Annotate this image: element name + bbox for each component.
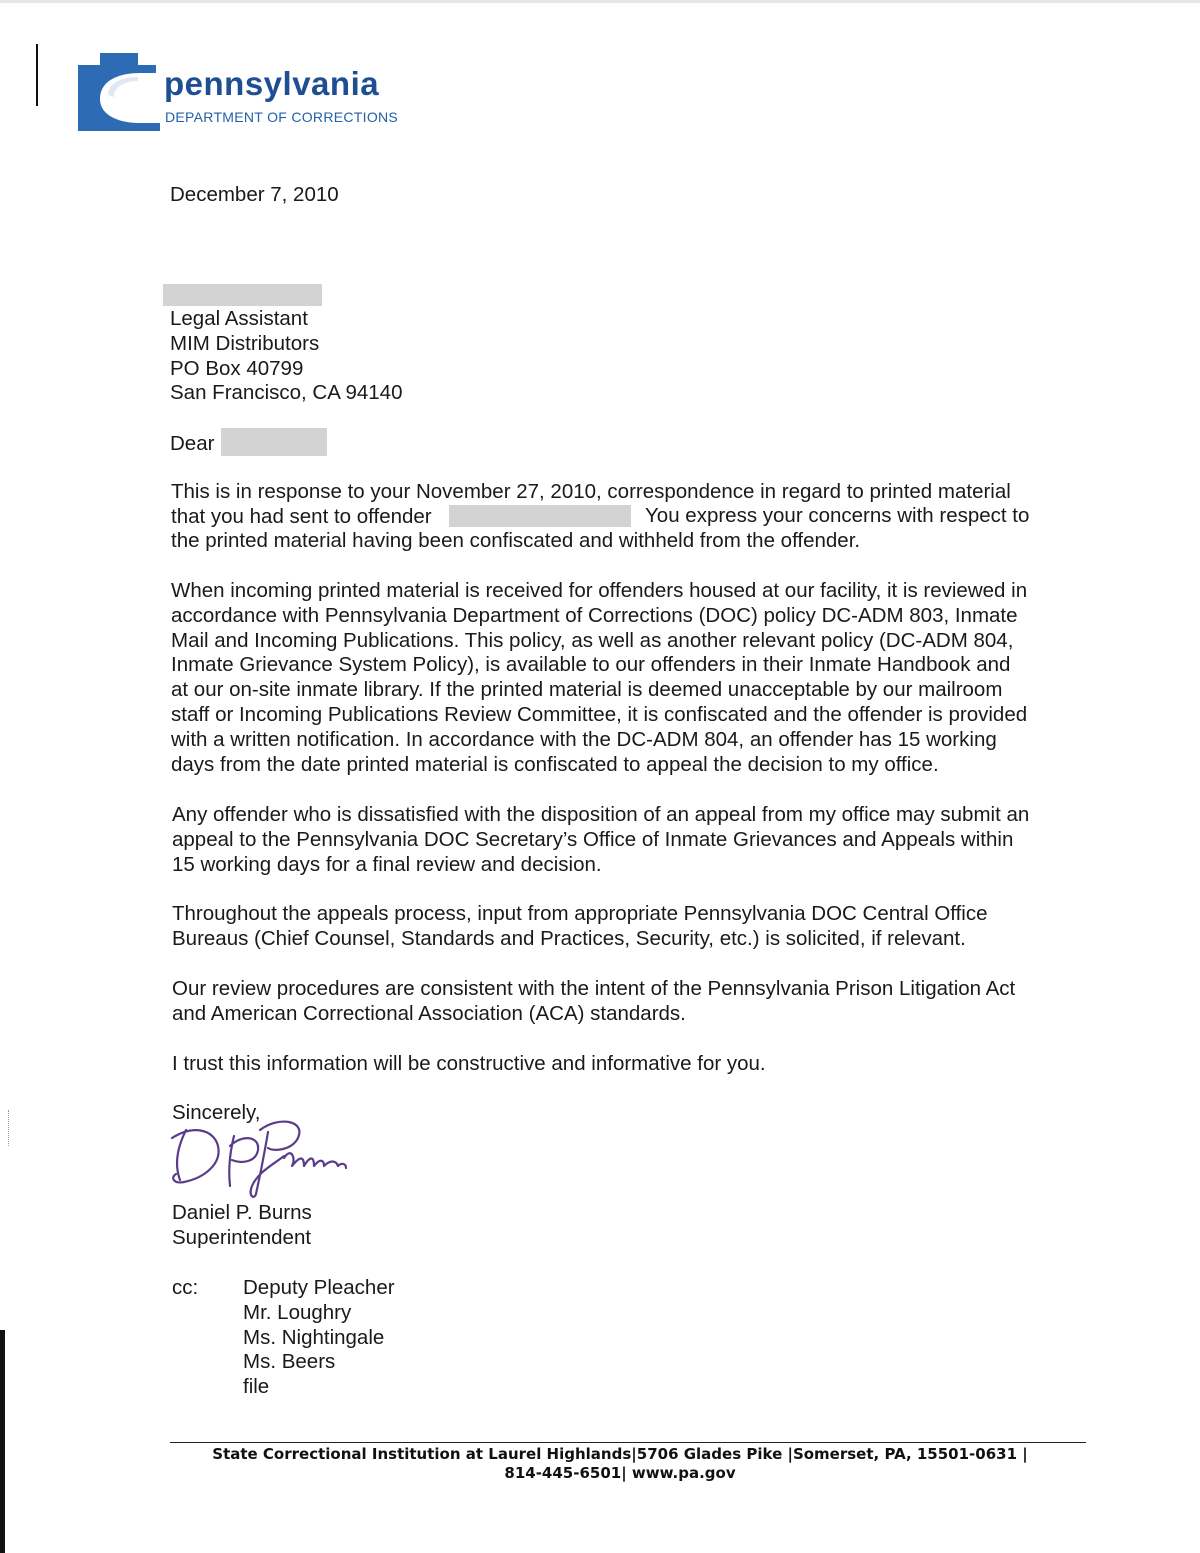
paragraph-1-line-2a: that you had sent to offender bbox=[171, 505, 432, 528]
signature-strokes bbox=[164, 1116, 350, 1202]
footer-contact: 814-445-6501| www.pa.gov bbox=[504, 1464, 736, 1482]
paragraph-1-line-2b: You express your concerns with respect to bbox=[645, 504, 1030, 527]
paragraph-2-line: staff or Incoming Publications Review Committee, it is confiscated and the offender is provided bbox=[171, 702, 1028, 726]
paragraph-2-line: with a written notification. In accordance with the DC-ADM 804, an offender has 15 working bbox=[171, 727, 997, 751]
signer-title: Superintendent bbox=[172, 1225, 312, 1249]
footer-address: State Correctional Institution at Laurel Highlands|5706 Glades Pike |Somerset, PA, 15501-0631 | bbox=[212, 1445, 1028, 1463]
cc-name: Ms. Nightingale bbox=[243, 1325, 385, 1349]
salutation: Dear bbox=[170, 432, 215, 455]
scan-margin-bar bbox=[0, 1330, 5, 1553]
paragraph-4-line: Bureaus (Chief Counsel, Standards and Practices, Security, etc.) is solicited, if relevant. bbox=[172, 926, 966, 950]
paragraph-2-line: accordance with Pennsylvania Department of Corrections (DOC) policy DC-ADM 803, Inmate bbox=[171, 603, 1018, 627]
recipient-company: MIM Distributors bbox=[170, 331, 320, 355]
recipient-city-state-zip: San Francisco, CA 94140 bbox=[170, 381, 403, 405]
keystone-logo-graphic bbox=[78, 53, 160, 131]
redacted-salutation-name bbox=[221, 428, 327, 456]
paragraph-2-line: When incoming printed material is received for offenders housed at our facility, it is reviewed in bbox=[171, 579, 1028, 602]
letterhead-department: DEPARTMENT OF CORRECTIONS bbox=[165, 109, 399, 125]
paragraph-2-line: days from the date printed material is confiscated to appeal the decision to my office. bbox=[171, 752, 939, 776]
paragraph-3 bbox=[172, 803, 1029, 877]
cc-name: Deputy Pleacher bbox=[243, 1276, 395, 1299]
scan-margin-mark bbox=[36, 44, 38, 106]
cc-list bbox=[243, 1276, 395, 1400]
paragraph-2-line: Inmate Grievance System Policy), is available to our offenders in their Inmate Handbook and bbox=[171, 653, 1011, 677]
paragraph-3-line: Any offender who is dissatisfied with the disposition of an appeal from my office may submit an bbox=[172, 803, 1030, 826]
cc-name: Mr. Loughry bbox=[243, 1300, 352, 1324]
paragraph-2-line: at our on-site inmate library. If the printed material is deemed unacceptable by our mailroom bbox=[171, 678, 1003, 702]
paragraph-2 bbox=[171, 579, 1027, 777]
paragraph-1-line-3: the printed material having been confiscated and withheld from the offender. bbox=[171, 529, 861, 552]
scan-dots bbox=[8, 1110, 10, 1146]
paragraph-5 bbox=[172, 977, 1015, 1027]
footer-divider bbox=[170, 1442, 1086, 1443]
scan-top-edge bbox=[0, 0, 1200, 3]
paragraph-3-line: appeal to the Pennsylvania DOC Secretary’s Office of Inmate Grievances and Appeals within bbox=[172, 827, 1014, 851]
paragraph-6: I trust this information will be constructive and informative for you. bbox=[172, 1052, 766, 1075]
paragraph-5-line: and American Correctional Association (ACA) standards. bbox=[172, 1001, 686, 1025]
letter-date: December 7, 2010 bbox=[170, 183, 339, 206]
keystone-logo-icon bbox=[78, 53, 160, 131]
handwritten-signature-icon bbox=[164, 1116, 350, 1202]
signer-name: Daniel P. Burns bbox=[172, 1201, 312, 1224]
paragraph-3-line: 15 working days for a final review and decision. bbox=[172, 852, 602, 876]
paragraph-1-line-1: This is in response to your November 27, 2010, correspondence in regard to printed material bbox=[171, 480, 1011, 503]
cc-label: cc: bbox=[172, 1276, 199, 1299]
paragraph-5-line: Our review procedures are consistent with the intent of the Pennsylvania Prison Litigation Act bbox=[172, 977, 1016, 1000]
recipient-title: Legal Assistant bbox=[170, 307, 308, 330]
paragraph-4-line: Throughout the appeals process, input from appropriate Pennsylvania DOC Central Office bbox=[172, 902, 988, 925]
cc-name: Ms. Beers bbox=[243, 1350, 336, 1374]
redacted-recipient-name bbox=[163, 284, 322, 306]
redacted-offender-name bbox=[449, 505, 631, 527]
cc-name: file bbox=[243, 1375, 270, 1399]
paragraph-2-line: Mail and Incoming Publications. This policy, as well as another relevant policy (DC-ADM 804, bbox=[171, 628, 1014, 652]
paragraph-4 bbox=[172, 902, 988, 952]
recipient-po-box: PO Box 40799 bbox=[170, 356, 304, 380]
recipient-address bbox=[170, 307, 402, 406]
letterhead-org-name: pennsylvania bbox=[164, 65, 380, 102]
closing: Sincerely, bbox=[172, 1101, 261, 1124]
signer-block bbox=[172, 1201, 312, 1251]
